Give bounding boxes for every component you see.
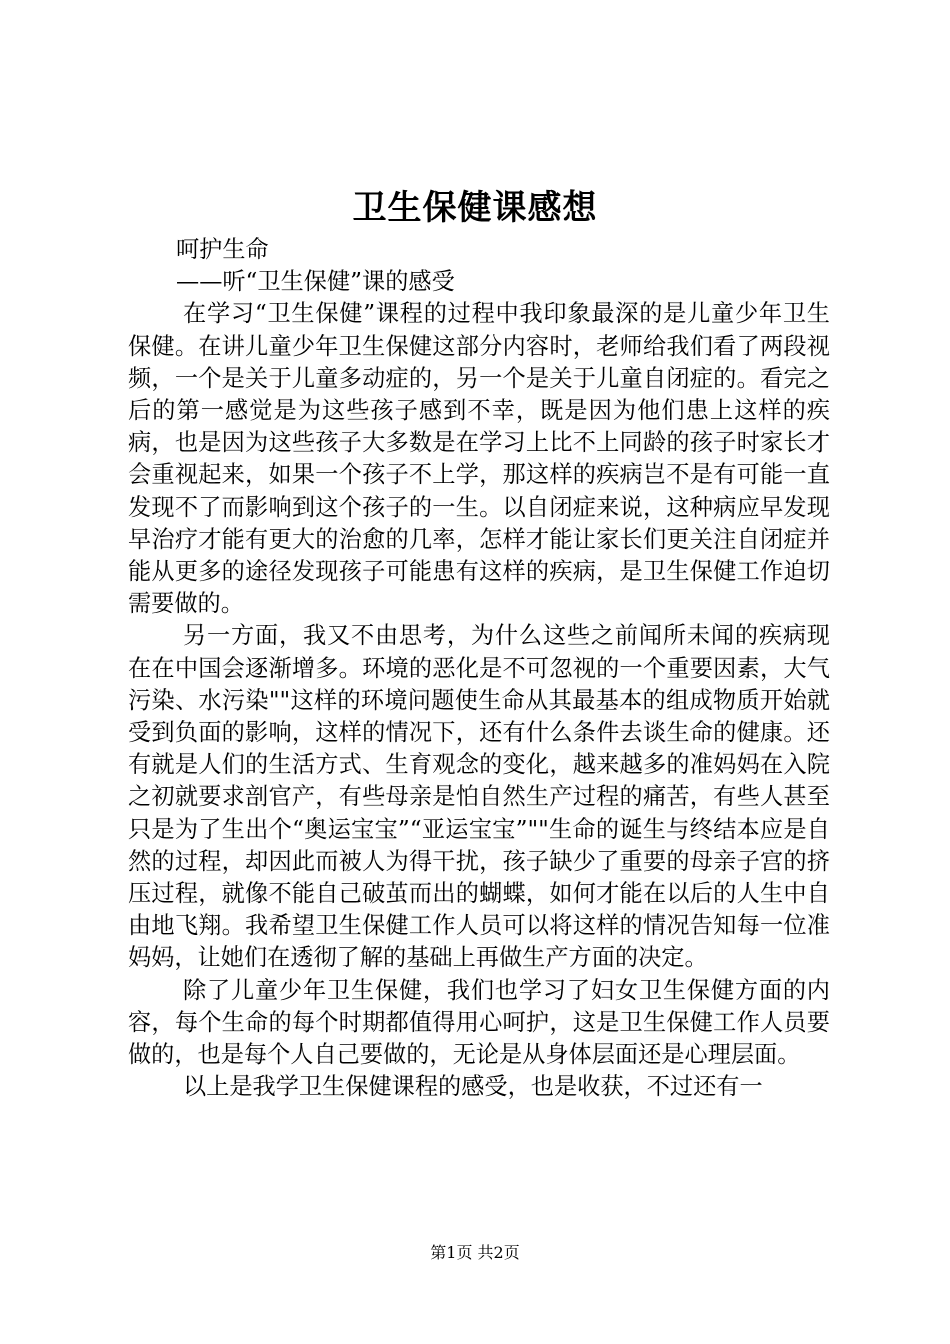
paragraph-4: 以上是我学卫生保健课程的感受，也是收获，不过还有一 <box>183 1073 763 1101</box>
paragraph-2: 另一方面，我又不由思考，为什么这些之前闻所未闻的疾病现在在中国会逐渐增多。环境的恶化是不可忽视的一个重要因素，大气污染、水污染""这样的环境问题使生命从其最基本的组成物质开始就受到负面的影响，这样的情况下，还有什么条件去谈生命的健康。还有就是人们的生活方式、生育观念的变化，越来越多的准妈妈在入院之初就要求剖官产，有些母亲是怕自然生产过程的痛苦，有些人甚至只是为了生出个“奥运宝宝”“亚运宝宝”""生命的诞生与终结本应是自然的过程，却因此而被人为得干扰，孩子缺少了重要的母亲子宫的挤压过程，就像不能自己破茧而出的蝴蝶，如何才能在以后的人生中自由地飞翔。我希望卫生保健工作人员可以将这样的情况告知每一位准妈妈，让她们在透彻了解的基础上再做生产方面的决定。 <box>128 622 830 972</box>
essay-heading: 呵护生命 <box>176 236 269 263</box>
page-title: 卫生保健课感想 <box>352 188 598 228</box>
essay-subheading: ——听“卫生保健”课的感受 <box>176 268 455 296</box>
paragraph-3: 除了儿童少年卫生保健，我们也学习了妇女卫生保健方面的内容，每个生命的每个时期都值得用心呵护，这是卫生保健工作人员要做的，也是每个人自己要做的，无论是从身体层面还是心理层面。 <box>128 976 830 1069</box>
page-number: 第1页 共2页 <box>430 1243 520 1262</box>
paragraph-1: 在学习“卫生保健”课程的过程中我印象最深的是儿童少年卫生保健。在讲儿童少年卫生保健这部分内容时，老师给我们看了两段视频，一个是关于儿童多动症的，另一个是关于儿童自闭症的。看完之后的第一感觉是为这些孩子感到不幸，既是因为他们患上这样的疾病，也是因为这些孩子大多数是在学习上比不上同龄的孩子时家长才会重视起来，如果一个孩子不上学，那这样的疾病岂不是有可能一直发现不了而影响到这个孩子的一生。以自闭症来说，这种病应早发现早治疗才能有更大的治愈的几率，怎样才能让家长们更关注自闭症并能从更多的途径发现孩子可能患有这样的疾病，是卫生保健工作迫切需要做的。 <box>128 300 830 618</box>
document-body <box>128 234 830 1103</box>
